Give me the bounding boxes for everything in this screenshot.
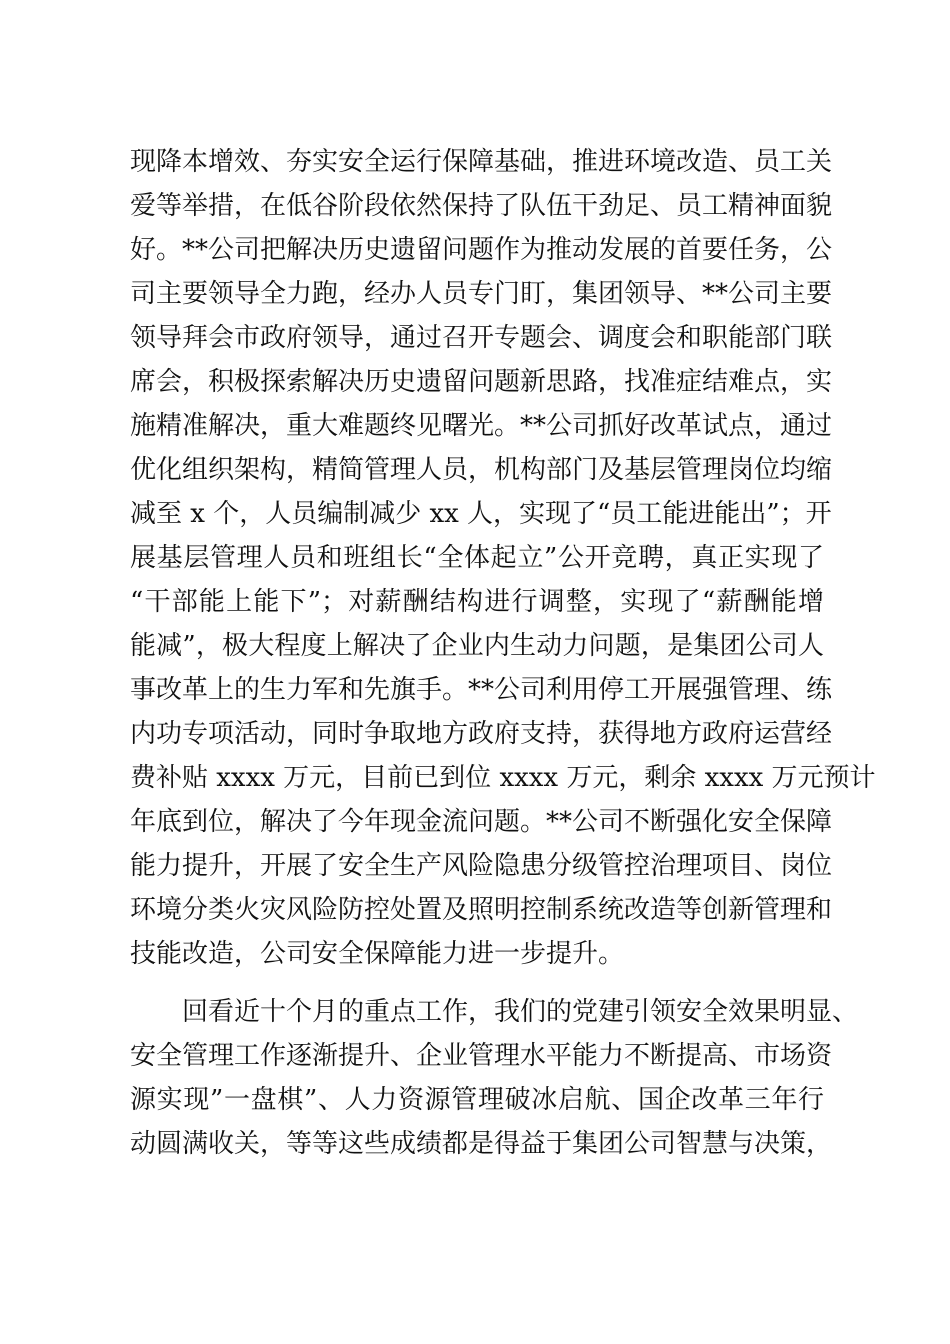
text-line: 席会，积极探索解决历史遗留问题新思路，找准症结难点，实 xyxy=(130,367,833,397)
text-line: 费补贴 xxxx 万元，目前已到位 xxxx 万元，剩余 xxxx 万元预计 xyxy=(130,763,876,793)
text-line: 爱等举措，在低谷阶段依然保持了队伍干劲足、员工精神面貌 xyxy=(130,191,833,221)
text-line: 优化组织架构，精简管理人员，机构部门及基层管理岗位均缩 xyxy=(130,455,833,485)
text-line: 回看近十个月的重点工作，我们的党建引领安全效果明显、 xyxy=(182,997,859,1027)
text-line: 好。**公司把解决历史遗留问题作为推动发展的首要任务，公 xyxy=(130,235,833,265)
text-line: 技能改造，公司安全保障能力进一步提升。 xyxy=(130,939,625,969)
text-line: 减至 x 个，人员编制减少 xx 人，实现了“员工能进能出”；开 xyxy=(130,499,832,529)
text-line: 动圆满收关，等等这些成绩都是得益于集团公司智慧与决策， xyxy=(130,1129,833,1159)
text-line: 事改革上的生力军和先旗手。**公司利用停工开展强管理、练 xyxy=(130,675,833,705)
text-line: 能减”，极大程度上解决了企业内生动力问题，是集团公司人 xyxy=(130,631,824,661)
text-line: 环境分类火灾风险防控处置及照明控制系统改造等创新管理和 xyxy=(130,895,833,925)
text-line: 安全管理工作逐渐提升、企业管理水平能力不断提高、市场资 xyxy=(130,1041,833,1071)
text-line: 施精准解决，重大难题终见曙光。**公司抓好改革试点，通过 xyxy=(130,411,833,441)
text-line: 现降本增效、夯实安全运行保障基础，推进环境改造、员工关 xyxy=(130,147,833,177)
text-line: 司主要领导全力跑，经办人员专门盯，集团领导、**公司主要 xyxy=(130,279,833,309)
text-line: 年底到位，解决了今年现金流问题。**公司不断强化安全保障 xyxy=(130,807,833,837)
text-line: 领导拜会市政府领导，通过召开专题会、调度会和职能部门联 xyxy=(130,323,833,353)
text-line: 内功专项活动，同时争取地方政府支持，获得地方政府运营经 xyxy=(130,719,833,749)
text-line: 源实现”一盘棋”、人力资源管理破冰启航、国企改革三年行 xyxy=(130,1085,824,1115)
text-line: 能力提升，开展了安全生产风险隐患分级管控治理项目、岗位 xyxy=(130,851,833,881)
text-line: “干部能上能下”；对薪酬结构进行调整，实现了“薪酬能增 xyxy=(130,587,824,617)
text-line: 展基层管理人员和班组长“全体起立”公开竞聘，真正实现了 xyxy=(130,543,824,573)
